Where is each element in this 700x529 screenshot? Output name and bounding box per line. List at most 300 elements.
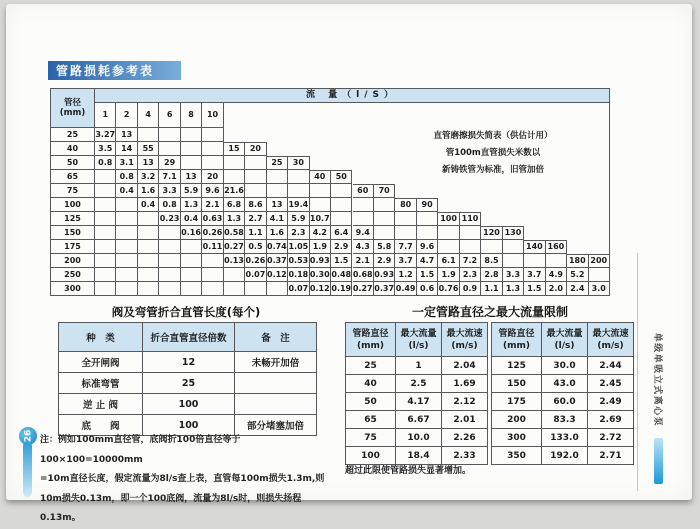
flow-table-cell: 0.5 xyxy=(245,240,266,254)
valve-table-header: 备 注 xyxy=(235,323,317,352)
flow-table-cell: 0.8 xyxy=(116,170,137,184)
flow-limit-cell: 2.71 xyxy=(588,447,634,465)
flow-table-cell: 0.37 xyxy=(267,254,288,268)
flow-table-cell: 0.37 xyxy=(374,282,395,296)
flow-column-header: 4 xyxy=(138,103,159,128)
flow-limit-cell: 2.26 xyxy=(442,429,488,447)
flow-table-cell: 3.3 xyxy=(159,184,180,198)
flow-table-cell xyxy=(138,240,159,254)
flow-table-cell xyxy=(267,170,288,184)
flow-table-cell: 1.6 xyxy=(267,226,288,240)
flow-limit-table-title: 一定管路直径之最大流量限制 xyxy=(411,305,568,319)
flow-table-cell xyxy=(181,282,202,296)
flow-limit-cell: 2.69 xyxy=(588,411,634,429)
flow-table-cell: 7.1 xyxy=(159,170,180,184)
flow-limit-table-left xyxy=(345,322,488,465)
flow-table-cell xyxy=(138,226,159,240)
flow-limit-cell: 10.0 xyxy=(396,429,442,447)
flow-table-cell xyxy=(95,184,116,198)
flow-table-cell: 5.8 xyxy=(374,240,395,254)
flow-table-cell xyxy=(524,254,545,268)
flow-limit-cell: 200 xyxy=(492,411,542,429)
pipe-diameter-cell: 65 xyxy=(50,170,95,184)
flow-table-cell xyxy=(181,268,202,282)
flow-table-cell: 1.2 xyxy=(395,268,416,282)
flow-table-cell xyxy=(374,226,395,240)
flow-table-cell: 1.05 xyxy=(288,240,309,254)
flow-column-header: 70 xyxy=(374,184,395,198)
note-line: 直管磨擦损失简表（供估计用） xyxy=(433,131,553,141)
flow-table-cell xyxy=(267,282,288,296)
flow-table-cell xyxy=(245,156,266,170)
flow-table-cell: 4.2 xyxy=(310,226,331,240)
flow-table-cell: 3.7 xyxy=(395,254,416,268)
flow-column-header: 50 xyxy=(331,170,352,184)
flow-table-cell xyxy=(159,268,180,282)
flow-column-header: 20 xyxy=(245,142,266,156)
flow-table-cell: 3.1 xyxy=(116,156,137,170)
flow-limit-cell: 2.49 xyxy=(588,393,634,411)
flow-limit-cell: 2.44 xyxy=(588,357,634,375)
flow-table-cell xyxy=(374,198,395,212)
flow-table-cell: 2.1 xyxy=(353,254,374,268)
valve-table-title: 阀及弯管折合直管长度(每个) xyxy=(111,305,261,319)
flow-table-cell xyxy=(138,282,159,296)
flow-table-cell: 0.07 xyxy=(288,282,309,296)
pipe-diameter-cell: 250 xyxy=(50,268,95,282)
valve-table-cell: 逆 止 阀 xyxy=(59,394,143,415)
valve-table-note xyxy=(40,431,340,529)
flow-limit-cell: 2.33 xyxy=(442,447,488,465)
flow-table-cell xyxy=(159,142,180,156)
flow-table-cell xyxy=(95,170,116,184)
flow-table-cell xyxy=(159,128,180,142)
note-line: 新铸铁管为标准，旧管加倍 xyxy=(441,165,544,175)
flow-limit-cell: 300 xyxy=(492,429,542,447)
flow-table-cell xyxy=(288,170,309,184)
valve-table-cell: 部分堵塞加倍 xyxy=(235,415,317,436)
pipe-diameter-cell: 25 xyxy=(50,128,95,142)
flow-table-cell xyxy=(116,240,137,254)
flow-table-cell: 19.4 xyxy=(288,198,309,212)
flow-table-cell xyxy=(202,142,223,156)
flow-table-cell xyxy=(138,254,159,268)
flow-table-cell: 0.12 xyxy=(310,282,331,296)
flow-table-cell: 1.6 xyxy=(138,184,159,198)
flow-column-header: 10 xyxy=(202,103,223,128)
flow-column-header: 130 xyxy=(503,226,524,240)
table-row xyxy=(492,411,634,429)
flow-table-cell xyxy=(95,226,116,240)
note-line: 10m损失0.13m，即一个100底阀，流量为8l/s时，则损失扬程0.13m。 xyxy=(40,493,302,523)
flow-table-cell: 4.7 xyxy=(417,254,438,268)
flow-table-cell: 1.1 xyxy=(481,282,502,296)
flow-table-cell xyxy=(374,212,395,226)
flow-table-cell xyxy=(353,198,374,212)
flow-table-cell xyxy=(417,212,438,226)
flow-limit-cell: 50 xyxy=(346,393,396,411)
pipe-diameter-cell: 300 xyxy=(50,282,95,296)
flow-table-cell: 1.9 xyxy=(310,240,331,254)
flow-table-cell xyxy=(202,254,223,268)
flow-table-cell: 7.7 xyxy=(395,240,416,254)
flow-column-header: 90 xyxy=(417,198,438,212)
flow-table-cell xyxy=(438,240,459,254)
flow-table-cell: 0.30 xyxy=(310,268,331,282)
flow-table-cell: 3.2 xyxy=(138,170,159,184)
flow-limit-header: 最大流速 (m/s) xyxy=(442,323,488,357)
flow-table-cell: 6.4 xyxy=(331,226,352,240)
flow-limit-cell: 1.69 xyxy=(442,375,488,393)
flow-table-cell: 0.4 xyxy=(116,184,137,198)
flow-table-cell xyxy=(181,128,202,142)
flow-table-cell xyxy=(95,212,116,226)
flow-limit-cell: 350 xyxy=(492,447,542,465)
flow-table-cell: 9.6 xyxy=(417,240,438,254)
flow-table-cell: 0.63 xyxy=(202,212,223,226)
flow-table-cell xyxy=(95,240,116,254)
flow-table-cell: 21.6 xyxy=(224,184,245,198)
flow-table-cell xyxy=(181,254,202,268)
pipe-diameter-cell: 125 xyxy=(50,212,95,226)
flow-table-cell xyxy=(202,268,223,282)
flow-column-header: 40 xyxy=(310,170,331,184)
flow-table-cell xyxy=(202,128,223,142)
flow-table-cell xyxy=(589,268,610,282)
valve-table-cell: 底 阀 xyxy=(59,415,143,436)
flow-limit-cell: 75 xyxy=(346,429,396,447)
flow-table-cell xyxy=(138,212,159,226)
flow-table-cell: 2.8 xyxy=(481,268,502,282)
flow-limit-table-right xyxy=(491,322,634,465)
flow-table-cell: 8.6 xyxy=(245,198,266,212)
flow-table-cell xyxy=(438,226,459,240)
flow-table-cell: 0.9 xyxy=(460,282,481,296)
flow-table-cell xyxy=(95,282,116,296)
valve-table-header: 种 类 xyxy=(59,323,143,352)
flow-table-cell xyxy=(159,240,180,254)
flow-table-cell: 0.16 xyxy=(181,226,202,240)
flow-table-cell: 14 xyxy=(116,142,137,156)
flow-table-cell: 13 xyxy=(116,128,137,142)
note-line: 管100m直管损失米数以 xyxy=(445,148,541,158)
flow-limit-cell: 150 xyxy=(492,375,542,393)
flow-column-header: 25 xyxy=(267,156,288,170)
flow-table-cell xyxy=(202,156,223,170)
flow-table-cell: 3.0 xyxy=(589,282,610,296)
note-line: =10m直径长度，假定流量为8l/s查上表，直管每100m损失1.3m,则 xyxy=(40,474,325,484)
flow-table-cell: 2.9 xyxy=(331,240,352,254)
flow-limit-cell: 192.0 xyxy=(542,447,588,465)
flow-table-cell: 4.9 xyxy=(546,268,567,282)
flow-table-cell: 0.53 xyxy=(288,254,309,268)
flow-column-header: 1 xyxy=(95,103,116,128)
flow-table-cell: 2.1 xyxy=(202,198,223,212)
side-accent-bar xyxy=(654,438,663,484)
flow-table-cell xyxy=(245,282,266,296)
flow-table-cell: 0.6 xyxy=(417,282,438,296)
flow-column-header: 180 xyxy=(567,254,588,268)
flow-table-cell xyxy=(481,240,502,254)
flow-limit-cell: 6.67 xyxy=(396,411,442,429)
valve-table-cell: 未畅开加倍 xyxy=(235,352,317,373)
valve-table-cell: 100 xyxy=(143,394,235,415)
flow-table-cell xyxy=(310,184,331,198)
flow-table-cell: 3.3 xyxy=(503,268,524,282)
flow-column-header: 2 xyxy=(116,103,137,128)
flow-table-cell: 0.07 xyxy=(245,268,266,282)
flow-table-cell: 2.0 xyxy=(546,282,567,296)
page-badge-tail xyxy=(23,443,32,497)
flow-table-cell: 2.3 xyxy=(460,268,481,282)
flow-table-cell xyxy=(460,226,481,240)
table-row xyxy=(492,357,634,375)
flow-limit-cell: 40 xyxy=(346,375,396,393)
flow-table-cell: 0.68 xyxy=(353,268,374,282)
flow-table-cell xyxy=(331,184,352,198)
flow-table-cell xyxy=(224,156,245,170)
flow-table-cell: 0.8 xyxy=(95,156,116,170)
flow-limit-header: 最大流量 (l/s) xyxy=(396,323,442,357)
flow-table-cell: 4.3 xyxy=(353,240,374,254)
flow-limit-cell: 83.3 xyxy=(542,411,588,429)
flow-limit-cell: 2.72 xyxy=(588,429,634,447)
flow-table-cell xyxy=(116,198,137,212)
pipe-diameter-cell: 100 xyxy=(50,198,95,212)
flow-table-cell xyxy=(417,226,438,240)
flow-limit-cell: 2.5 xyxy=(396,375,442,393)
flow-table-cell xyxy=(245,184,266,198)
table-row xyxy=(346,375,488,393)
flow-table-cell xyxy=(267,184,288,198)
pipe-diameter-corner-header: 管径 (mm) xyxy=(50,88,95,128)
flow-table-cell: 0.26 xyxy=(202,226,223,240)
flow-table-cell: 1.3 xyxy=(181,198,202,212)
flow-table-cell xyxy=(395,212,416,226)
flow-table-cell: 0.8 xyxy=(159,198,180,212)
flow-table-cell: 0.19 xyxy=(331,282,352,296)
flow-table-cell: 0.12 xyxy=(267,268,288,282)
table-row xyxy=(492,429,634,447)
flow-table-cell: 2.7 xyxy=(245,212,266,226)
flow-table-cell: 20 xyxy=(202,170,223,184)
flow-table-cell: 5.9 xyxy=(288,212,309,226)
table-row xyxy=(59,352,317,373)
flow-limit-header: 最大流量 (l/s) xyxy=(542,323,588,357)
flow-table-cell xyxy=(353,212,374,226)
flow-table-cell xyxy=(503,240,524,254)
valve-table-cell: 25 xyxy=(143,373,235,394)
flow-limit-cell: 43.0 xyxy=(542,375,588,393)
flow-table-cell: 2.9 xyxy=(374,254,395,268)
flow-limit-note: 超过此限使管路损失显著增加。 xyxy=(345,466,472,476)
friction-loss-note xyxy=(380,128,606,179)
flow-table-cell xyxy=(138,268,159,282)
flow-table-cell: 1.5 xyxy=(524,282,545,296)
table-row xyxy=(346,393,488,411)
flow-table-cell xyxy=(95,198,116,212)
pipe-diameter-cell: 75 xyxy=(50,184,95,198)
pipe-diameter-cell: 40 xyxy=(50,142,95,156)
flow-table-cell: 5.2 xyxy=(567,268,588,282)
flow-column-header: 100 xyxy=(438,212,459,226)
flow-limit-cell: 2.12 xyxy=(442,393,488,411)
flow-limit-header: 管路直径 (mm) xyxy=(492,323,542,357)
flow-table-cell xyxy=(288,184,309,198)
flow-table-cell xyxy=(181,142,202,156)
flow-rate-header: 流 量（l/S） xyxy=(95,88,610,103)
flow-limit-cell: 4.17 xyxy=(396,393,442,411)
flow-table-cell xyxy=(116,226,137,240)
flow-table-cell: 29 xyxy=(159,156,180,170)
flow-table-cell xyxy=(181,156,202,170)
flow-table-cell: 2.4 xyxy=(567,282,588,296)
flow-table-cell: 3.7 xyxy=(524,268,545,282)
flow-table-cell: 1.3 xyxy=(503,282,524,296)
margin-divider-line xyxy=(637,253,638,491)
flow-table-cell xyxy=(116,282,137,296)
flow-table-cell: 0.23 xyxy=(159,212,180,226)
flow-table-cell: 13 xyxy=(138,156,159,170)
side-series-label: 单级单吸立式离心泵 xyxy=(652,332,662,428)
flow-table-cell: 6.1 xyxy=(438,254,459,268)
flow-table-cell xyxy=(546,254,567,268)
flow-table-cell: 0.48 xyxy=(331,268,352,282)
flow-limit-cell: 2.01 xyxy=(442,411,488,429)
flow-table-cell: 9.6 xyxy=(202,184,223,198)
flow-table-cell: 13 xyxy=(181,170,202,184)
note-line: 注：例如100mm直径管，底阀折100倍直径等于100×100=10000mm xyxy=(40,435,241,465)
flow-table-cell: 0.93 xyxy=(374,268,395,282)
flow-table-cell xyxy=(310,198,331,212)
valve-table-cell: 全开闸阀 xyxy=(59,352,143,373)
flow-limit-cell: 1 xyxy=(396,357,442,375)
flow-table-cell: 9.4 xyxy=(353,226,374,240)
flow-table-cell: 2.3 xyxy=(288,226,309,240)
flow-table-cell xyxy=(331,212,352,226)
flow-table-cell: 0.13 xyxy=(224,254,245,268)
flow-table-cell: 1.9 xyxy=(438,268,459,282)
page-number: 26 xyxy=(23,429,33,443)
flow-table-cell xyxy=(224,268,245,282)
valve-table-cell: 100 xyxy=(143,415,235,436)
flow-table-cell: 1.5 xyxy=(331,254,352,268)
flow-column-header: 6 xyxy=(159,103,180,128)
flow-table-cell: 3.27 xyxy=(95,128,116,142)
pipe-diameter-cell: 50 xyxy=(50,156,95,170)
flow-table-cell xyxy=(181,240,202,254)
flow-column-header: 60 xyxy=(353,184,374,198)
flow-limit-cell: 65 xyxy=(346,411,396,429)
flow-limit-cell: 175 xyxy=(492,393,542,411)
valve-equivalent-length-table xyxy=(58,322,317,436)
flow-column-header: 200 xyxy=(589,254,610,268)
flow-column-header: 80 xyxy=(395,198,416,212)
flow-table-cell xyxy=(138,128,159,142)
pipe-diameter-cell: 175 xyxy=(50,240,95,254)
flow-table-cell: 10.7 xyxy=(310,212,331,226)
flow-limit-cell: 30.0 xyxy=(542,357,588,375)
flow-table-cell: 0.18 xyxy=(288,268,309,282)
table-row xyxy=(346,357,488,375)
flow-table-cell: 1.3 xyxy=(224,212,245,226)
valve-table-cell: 12 xyxy=(143,352,235,373)
table-row xyxy=(59,394,317,415)
flow-table-cell: 7.2 xyxy=(460,254,481,268)
flow-table-cell: 0.27 xyxy=(353,282,374,296)
flow-table-cell: 0.26 xyxy=(245,254,266,268)
table-row xyxy=(492,375,634,393)
flow-table-cell xyxy=(202,282,223,296)
flow-table-cell xyxy=(116,254,137,268)
flow-limit-cell: 125 xyxy=(492,357,542,375)
flow-column-header: 8 xyxy=(181,103,202,128)
flow-table-cell: 0.49 xyxy=(395,282,416,296)
flow-limit-cell: 2.45 xyxy=(588,375,634,393)
flow-table-cell: 0.93 xyxy=(310,254,331,268)
table-row xyxy=(346,411,488,429)
flow-column-header: 30 xyxy=(288,156,309,170)
flow-table-cell: 5.9 xyxy=(181,184,202,198)
flow-table-cell: 3.5 xyxy=(95,142,116,156)
flow-table-cell: 0.27 xyxy=(224,240,245,254)
flow-limit-cell: 60.0 xyxy=(542,393,588,411)
flow-column-header: 110 xyxy=(460,212,481,226)
flow-table-cell xyxy=(224,170,245,184)
valve-table-cell xyxy=(235,373,317,394)
flow-table-cell: 0.76 xyxy=(438,282,459,296)
flow-table-cell xyxy=(224,282,245,296)
flow-table-cell xyxy=(331,198,352,212)
flow-table-cell: 55 xyxy=(138,142,159,156)
page-title: 管路损耗参考表 xyxy=(48,61,181,80)
valve-table-cell: 标准弯管 xyxy=(59,373,143,394)
flow-table-cell xyxy=(116,268,137,282)
flow-table-cell: 1.5 xyxy=(417,268,438,282)
flow-table-cell xyxy=(159,282,180,296)
flow-table-cell: 1.1 xyxy=(245,226,266,240)
flow-table-cell xyxy=(395,226,416,240)
flow-table-cell: 8.5 xyxy=(481,254,502,268)
flow-table-cell: 0.58 xyxy=(224,226,245,240)
flow-table-cell: 0.4 xyxy=(138,198,159,212)
flow-column-header: 160 xyxy=(546,240,567,254)
flow-table-cell xyxy=(245,170,266,184)
flow-table-cell xyxy=(159,226,180,240)
pipe-diameter-cell: 200 xyxy=(50,254,95,268)
flow-limit-cell: 2.04 xyxy=(442,357,488,375)
flow-table-cell: 13 xyxy=(267,198,288,212)
flow-table-cell xyxy=(460,240,481,254)
flow-column-header: 140 xyxy=(524,240,545,254)
pipe-diameter-cell: 150 xyxy=(50,226,95,240)
flow-table-cell: 0.74 xyxy=(267,240,288,254)
valve-table-cell xyxy=(235,394,317,415)
flow-table-cell: 4.1 xyxy=(267,212,288,226)
flow-table-cell xyxy=(116,212,137,226)
flow-limit-cell: 25 xyxy=(346,357,396,375)
flow-limit-header: 管路直径 (mm) xyxy=(346,323,396,357)
flow-table-cell: 0.11 xyxy=(202,240,223,254)
flow-table-cell xyxy=(159,254,180,268)
flow-table-cell xyxy=(95,268,116,282)
flow-limit-cell: 18.4 xyxy=(396,447,442,465)
flow-table-cell xyxy=(503,254,524,268)
table-row xyxy=(59,373,317,394)
pipe-loss-table xyxy=(50,88,611,297)
table-row xyxy=(346,429,488,447)
table-row xyxy=(492,393,634,411)
